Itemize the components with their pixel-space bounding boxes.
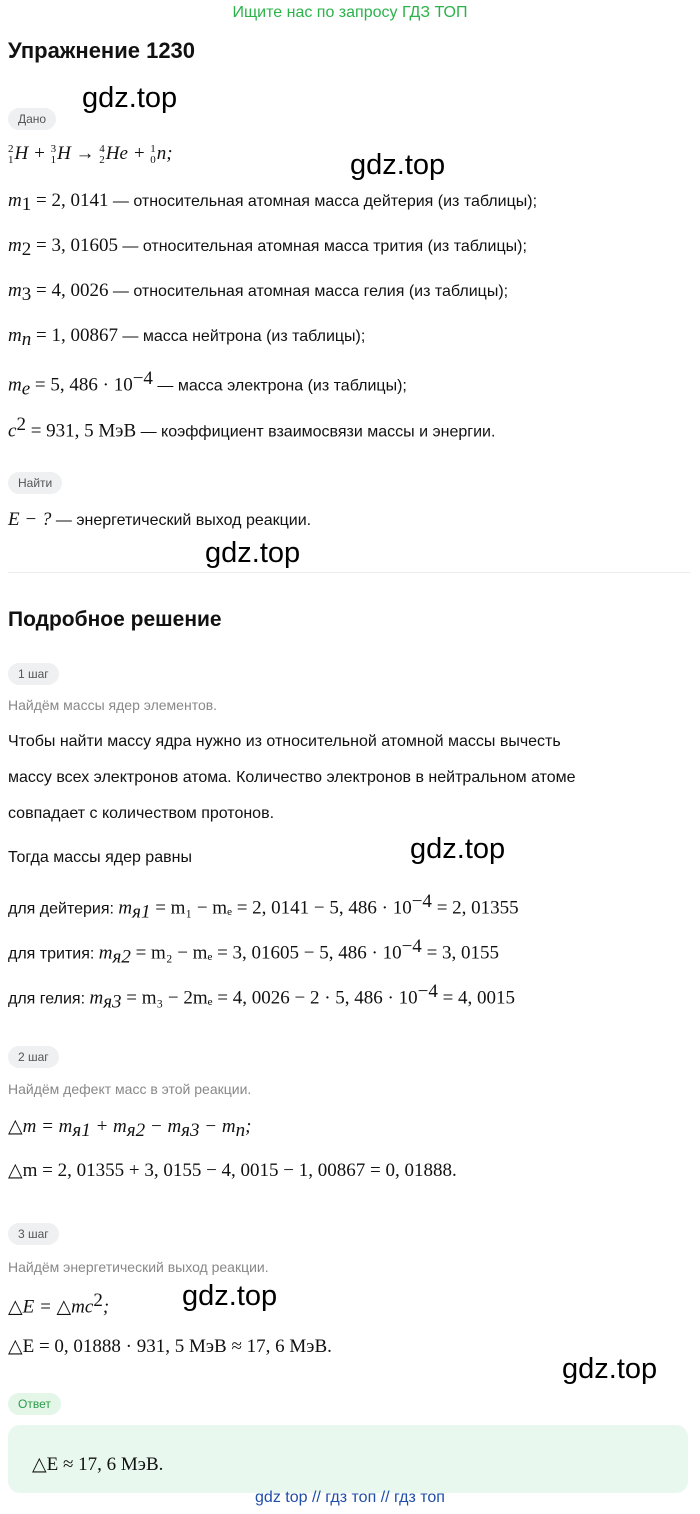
- given-c2: $c^2 = 931$, 5 МэВ — коэффициент взаимосвязи массы и энергии.: [8, 414, 496, 442]
- tritium-nucleus-mass: для трития: $m_{я2} = m_2 - m_e = 3$, 01605 − 5, $486 \cdot 10^{-4} = 3$, 0155: [8, 936, 500, 968]
- reaction-equation: 2 1 H + 3 1 H → 4 2 He + 1 0 n;: [8, 142, 173, 166]
- given-tag: Дано: [8, 108, 56, 130]
- watermark: gdz.top: [182, 1280, 278, 1312]
- given-m1: $m_1 = 2$, 0141 — относительная атомная масса дейтерия (из таблицы);: [8, 190, 538, 216]
- given-m3: $m_3 = 4$, 0026 — относительная атомная масса гелия (из таблицы);: [8, 280, 509, 306]
- page-title: Упражнение 1230: [8, 38, 196, 63]
- step3-section: [8, 1223, 59, 1245]
- watermark: gdz.top: [562, 1353, 658, 1385]
- answer-value: △E ≈ 17, 6 МэВ.: [32, 1454, 164, 1475]
- step1-paragraph: массу всех электронов атома. Количество электронов в нейтральном атоме: [8, 769, 576, 786]
- step1-tag: 1 шаг: [8, 663, 59, 685]
- find-section: [8, 472, 62, 494]
- step2-section: [8, 1046, 59, 1068]
- answer-tag: Ответ: [8, 1393, 61, 1415]
- step1-paragraph: Чтобы найти массу ядра нужно из относительной атомной массы вычесть: [8, 733, 561, 750]
- watermark: gdz.top: [205, 537, 301, 569]
- watermark: gdz.top: [82, 82, 178, 114]
- find-tag: Найти: [8, 472, 62, 494]
- given-section: [8, 108, 56, 130]
- step2-tag: 2 шаг: [8, 1046, 59, 1068]
- energy-value: △E = 0, 01888 · 931, 5 МэВ ≈ 17, 6 МэВ.: [8, 1336, 332, 1357]
- watermark: gdz.top: [350, 149, 446, 181]
- given-m2: $m_2 = 3$, 01605 — относительная атомная масса трития (из таблицы);: [8, 235, 527, 261]
- step1-paragraph: совпадает с количеством протонов.: [8, 805, 275, 822]
- energy-formula: △E = $\triangle mc^2$;: [8, 1290, 110, 1318]
- step1-section: [8, 663, 59, 685]
- mass-defect-value: △m = 2, 01355 + 3, 0155 − 4, 0015 − 1, 00867 = 0, 01888.: [8, 1160, 457, 1181]
- footer-links[interactable]: gdz top // гдз топ // гдз топ: [255, 1489, 445, 1506]
- watermark: gdz.top: [410, 833, 506, 865]
- step1-subtitle: Найдём массы ядер элементов.: [8, 697, 218, 713]
- answer-section: [8, 1393, 61, 1415]
- step1-paragraph: Тогда массы ядер равны: [8, 849, 192, 866]
- mass-defect-formula: △m = $m_{я1} + m_{я2} - m_{я3} - m_n$;: [8, 1116, 252, 1142]
- find-expression: E − ? — энергетический выход реакции.: [8, 509, 312, 530]
- step3-tag: 3 шаг: [8, 1223, 59, 1245]
- helium-nucleus-mass: для гелия: $m_{я3} = m_3 - 2m_e = 4$, 0026 − 2 · 5, $486 \cdot 10^{-4} = 4$, 0015: [8, 981, 516, 1013]
- deuterium-nucleus-mass: для дейтерия: $m_{я1} = m_1 - m_e = 2$, 0141 − 5, $486 \cdot 10^{-4} = 2$, 01355: [8, 891, 519, 923]
- step3-subtitle: Найдём энергетический выход реакции.: [8, 1259, 269, 1275]
- solution-title: Подробное решение: [8, 608, 222, 631]
- given-me: $m_e = 5$, $486 \cdot 10^{-4}$ — масса электрона (из таблицы);: [8, 368, 407, 400]
- search-banner[interactable]: Ищите нас по запросу ГДЗ ТОП: [232, 4, 468, 21]
- divider: [8, 572, 690, 573]
- given-mn: $m_n = 1$, 00867 — масса нейтрона (из таблицы);: [8, 325, 366, 351]
- step2-subtitle: Найдём дефект масс в этой реакции.: [8, 1081, 252, 1097]
